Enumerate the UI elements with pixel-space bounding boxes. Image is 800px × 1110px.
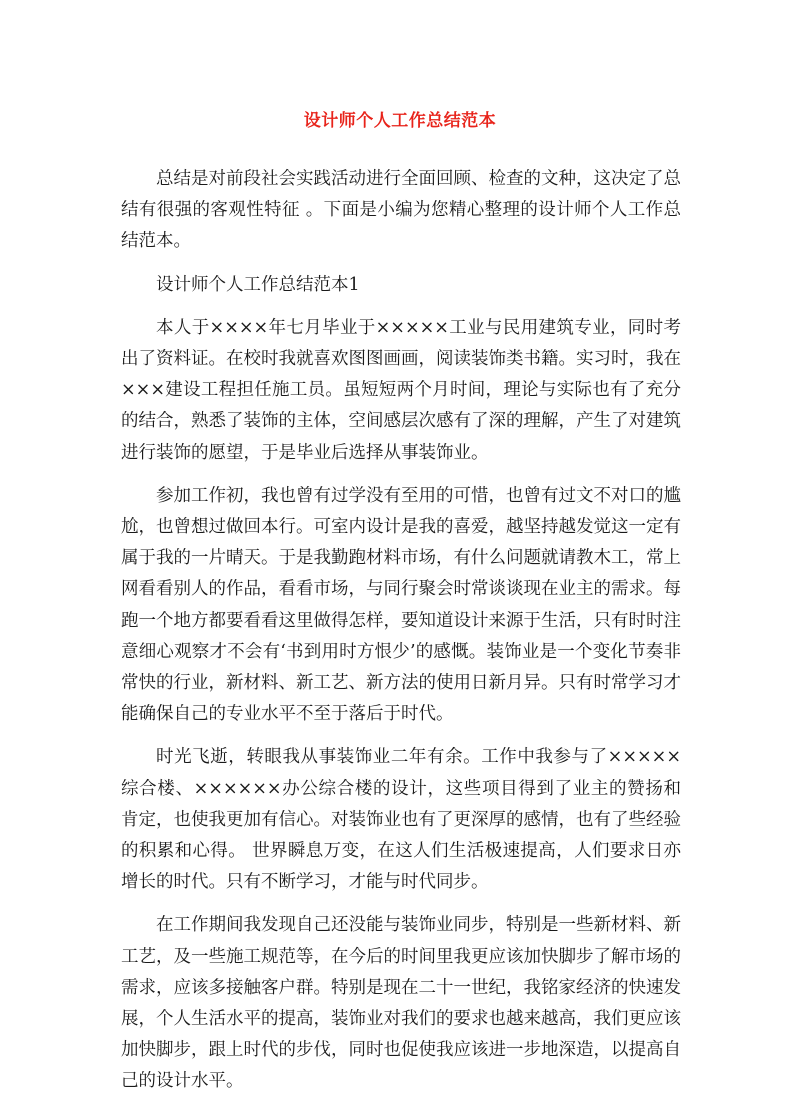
document-title: 设计师个人工作总结范本 <box>303 111 497 131</box>
document-body <box>121 164 681 1110</box>
body-paragraph: 参加工作初，我也曾有过学没有至用的可惜，也曾有过文不对口的尴尬，也曾想过做回本行。可室内设计是我的喜爱，越坚持越发觉这一定有属于我的一片晴天。于是我勤跑材料市场，有什么问题就请教木工，常上网看看别人的作品，看看市场，与同行聚会时常谈谈现在业主的需求。每跑一个地方都要看看这里做得怎样，要知道设计来源于生活，只有时时注意细心观察才不会有‘书到用时方恨少’的感慨。装饰业是一个变化节奏非常快的行业，新材料、新工艺、新方法的使用日新月异。只有时常学习才能确保自己的专业水平不至于落后于时代。 <box>121 485 681 725</box>
body-paragraph: 时光飞逝，转眼我从事装饰业二年有余。工作中我参与了×××××综合楼、××××××办公综合楼的设计，这些项目得到了业主的赞扬和肯定，也使我更加有信心。对装饰业也有了更深厚的感情，也有了些经验的积累和心得。 世界瞬息万变，在这人们生活极速提高，人们要求日亦增长的时代。只有不断学习，才能与时代同步。 <box>121 747 681 893</box>
section-heading: 设计师个人工作总结范本1 <box>156 274 360 295</box>
body-paragraph: 在工作期间我发现自己还没能与装饰业同步，特别是一些新材料、新工艺，及一些施工规范等，在今后的时间里我更应该加快脚步了解市场的需求，应该多接触客户群。特别是现在二十一世纪，我铭家经济的快速发展，个人生活水平的提高，装饰业对我们的要求也越来越高，我们更应该加快脚步，跟上时代的步伐，同时也促使我应该进一步地深造，以提高自己的设计水平。 <box>121 915 681 1092</box>
body-paragraph: 本人于××××年七月毕业于×××××工业与民用建筑专业，同时考出了资料证。在校时我就喜欢图图画画，阅读装饰类书籍。实习时，我在×××建设工程担任施工员。虽短短两个月时间，理论与实际也有了充分的结合，熟悉了装饰的主体，空间感层次感有了深的理解，产生了对建筑进行装饰的愿望，于是毕业后选择从事装饰业。 <box>121 317 681 463</box>
intro-paragraph: 总结是对前段社会实践活动进行全面回顾、检查的文种，这决定了总结有很强的客观性特征 。下面是小编为您精心整理的设计师个人工作总结范本。 <box>121 169 681 252</box>
